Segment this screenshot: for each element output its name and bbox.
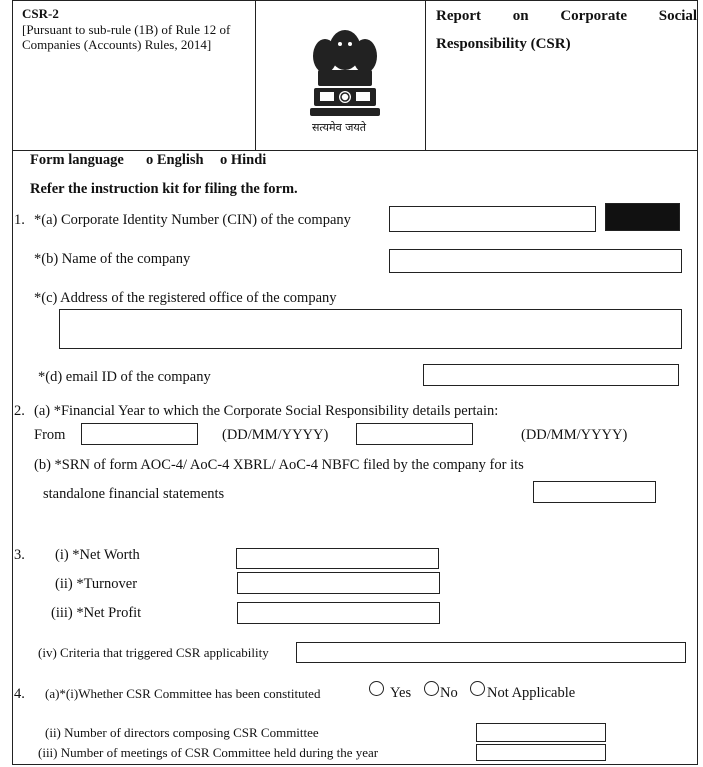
- emblem-motto: सत्यमेव जयते: [312, 121, 367, 134]
- from-date-format: (DD/MM/YYYY): [222, 427, 329, 443]
- committee-no-radio[interactable]: [424, 681, 439, 696]
- turnover-label: (ii) *Turnover: [55, 576, 138, 592]
- report-title-text: Report on Corporate Social: [436, 8, 698, 24]
- committee-not-applicable-label: Not Applicable: [487, 685, 576, 701]
- net-worth-input[interactable]: [236, 548, 439, 569]
- report-title-line1: [436, 8, 698, 25]
- form-language-label: Form language: [30, 152, 124, 168]
- company-name-input[interactable]: [389, 249, 682, 273]
- from-date-input[interactable]: [81, 423, 198, 445]
- cin-label: *(a) Corporate Identity Number (CIN) of the company: [34, 212, 351, 228]
- directors-count-input[interactable]: [476, 723, 606, 742]
- financial-year-label: (a) *Financial Year to which the Corporate Social Responsibility details pertain:: [34, 403, 499, 419]
- srn-label-line1: (b) *SRN of form AOC-4/ AoC-4 XBRL/ AoC-4 NBFC filed by the company for its: [34, 457, 524, 473]
- header-divider-left: [255, 0, 256, 150]
- section-2-number: 2.: [14, 403, 25, 419]
- instruction-text: Refer the instruction kit for filing the form.: [30, 181, 298, 197]
- net-worth-label: (i) *Net Worth: [55, 547, 140, 563]
- form-language-english-option[interactable]: [146, 152, 204, 169]
- form-language-english-label: English: [156, 152, 204, 168]
- committee-no-label: No: [440, 685, 458, 701]
- to-date-format: (DD/MM/YYYY): [521, 427, 628, 443]
- email-input[interactable]: [423, 364, 679, 386]
- report-title-line2: Responsibility (CSR): [436, 36, 571, 52]
- address-label: *(c) Address of the registered office of the company: [34, 290, 337, 306]
- address-input[interactable]: [59, 309, 682, 349]
- from-label: From: [34, 427, 66, 443]
- turnover-input[interactable]: [237, 572, 440, 594]
- header-divider-right: [425, 0, 426, 150]
- criteria-input[interactable]: [296, 642, 686, 663]
- company-name-label: *(b) Name of the company: [34, 251, 191, 267]
- committee-yes-label: Yes: [390, 685, 412, 701]
- header-divider: [12, 150, 698, 151]
- form-language-hindi-option[interactable]: [220, 152, 266, 169]
- csr-committee-label: (a)*(i)Whether CSR Committee has been constituted: [45, 686, 321, 701]
- net-profit-label: (iii) *Net Profit: [51, 605, 142, 621]
- form-language-hindi-label: Hindi: [230, 152, 267, 168]
- to-date-input[interactable]: [356, 423, 473, 445]
- srn-input[interactable]: [533, 481, 656, 503]
- cin-input[interactable]: [389, 206, 596, 232]
- email-label: *(d) email ID of the company: [38, 369, 211, 385]
- section-4-number: 4.: [14, 686, 25, 702]
- form-code: CSR-2: [22, 6, 59, 21]
- committee-not-applicable-radio[interactable]: [470, 681, 485, 696]
- meetings-count-input[interactable]: [476, 744, 606, 761]
- rule-reference-line1: [Pursuant to sub-rule (1B) of Rule 12 of: [22, 22, 231, 37]
- criteria-label: (iv) Criteria that triggered CSR applicability: [38, 645, 269, 660]
- directors-count-label: (ii) Number of directors composing CSR Committee: [45, 725, 319, 740]
- form-language-marker: o: [220, 152, 228, 168]
- rule-reference-line2: Companies (Accounts) Rules, 2014]: [22, 37, 212, 52]
- srn-label-line2: standalone financial statements: [43, 486, 225, 502]
- section-3-number: 3.: [14, 547, 25, 563]
- section-1-number: 1.: [14, 212, 25, 228]
- meetings-count-label: (iii) Number of meetings of CSR Committee held during the year: [38, 745, 379, 760]
- committee-yes-radio[interactable]: [369, 681, 384, 696]
- net-profit-input[interactable]: [237, 602, 440, 624]
- prefill-button[interactable]: [605, 203, 680, 231]
- form-language-marker: o: [146, 152, 154, 168]
